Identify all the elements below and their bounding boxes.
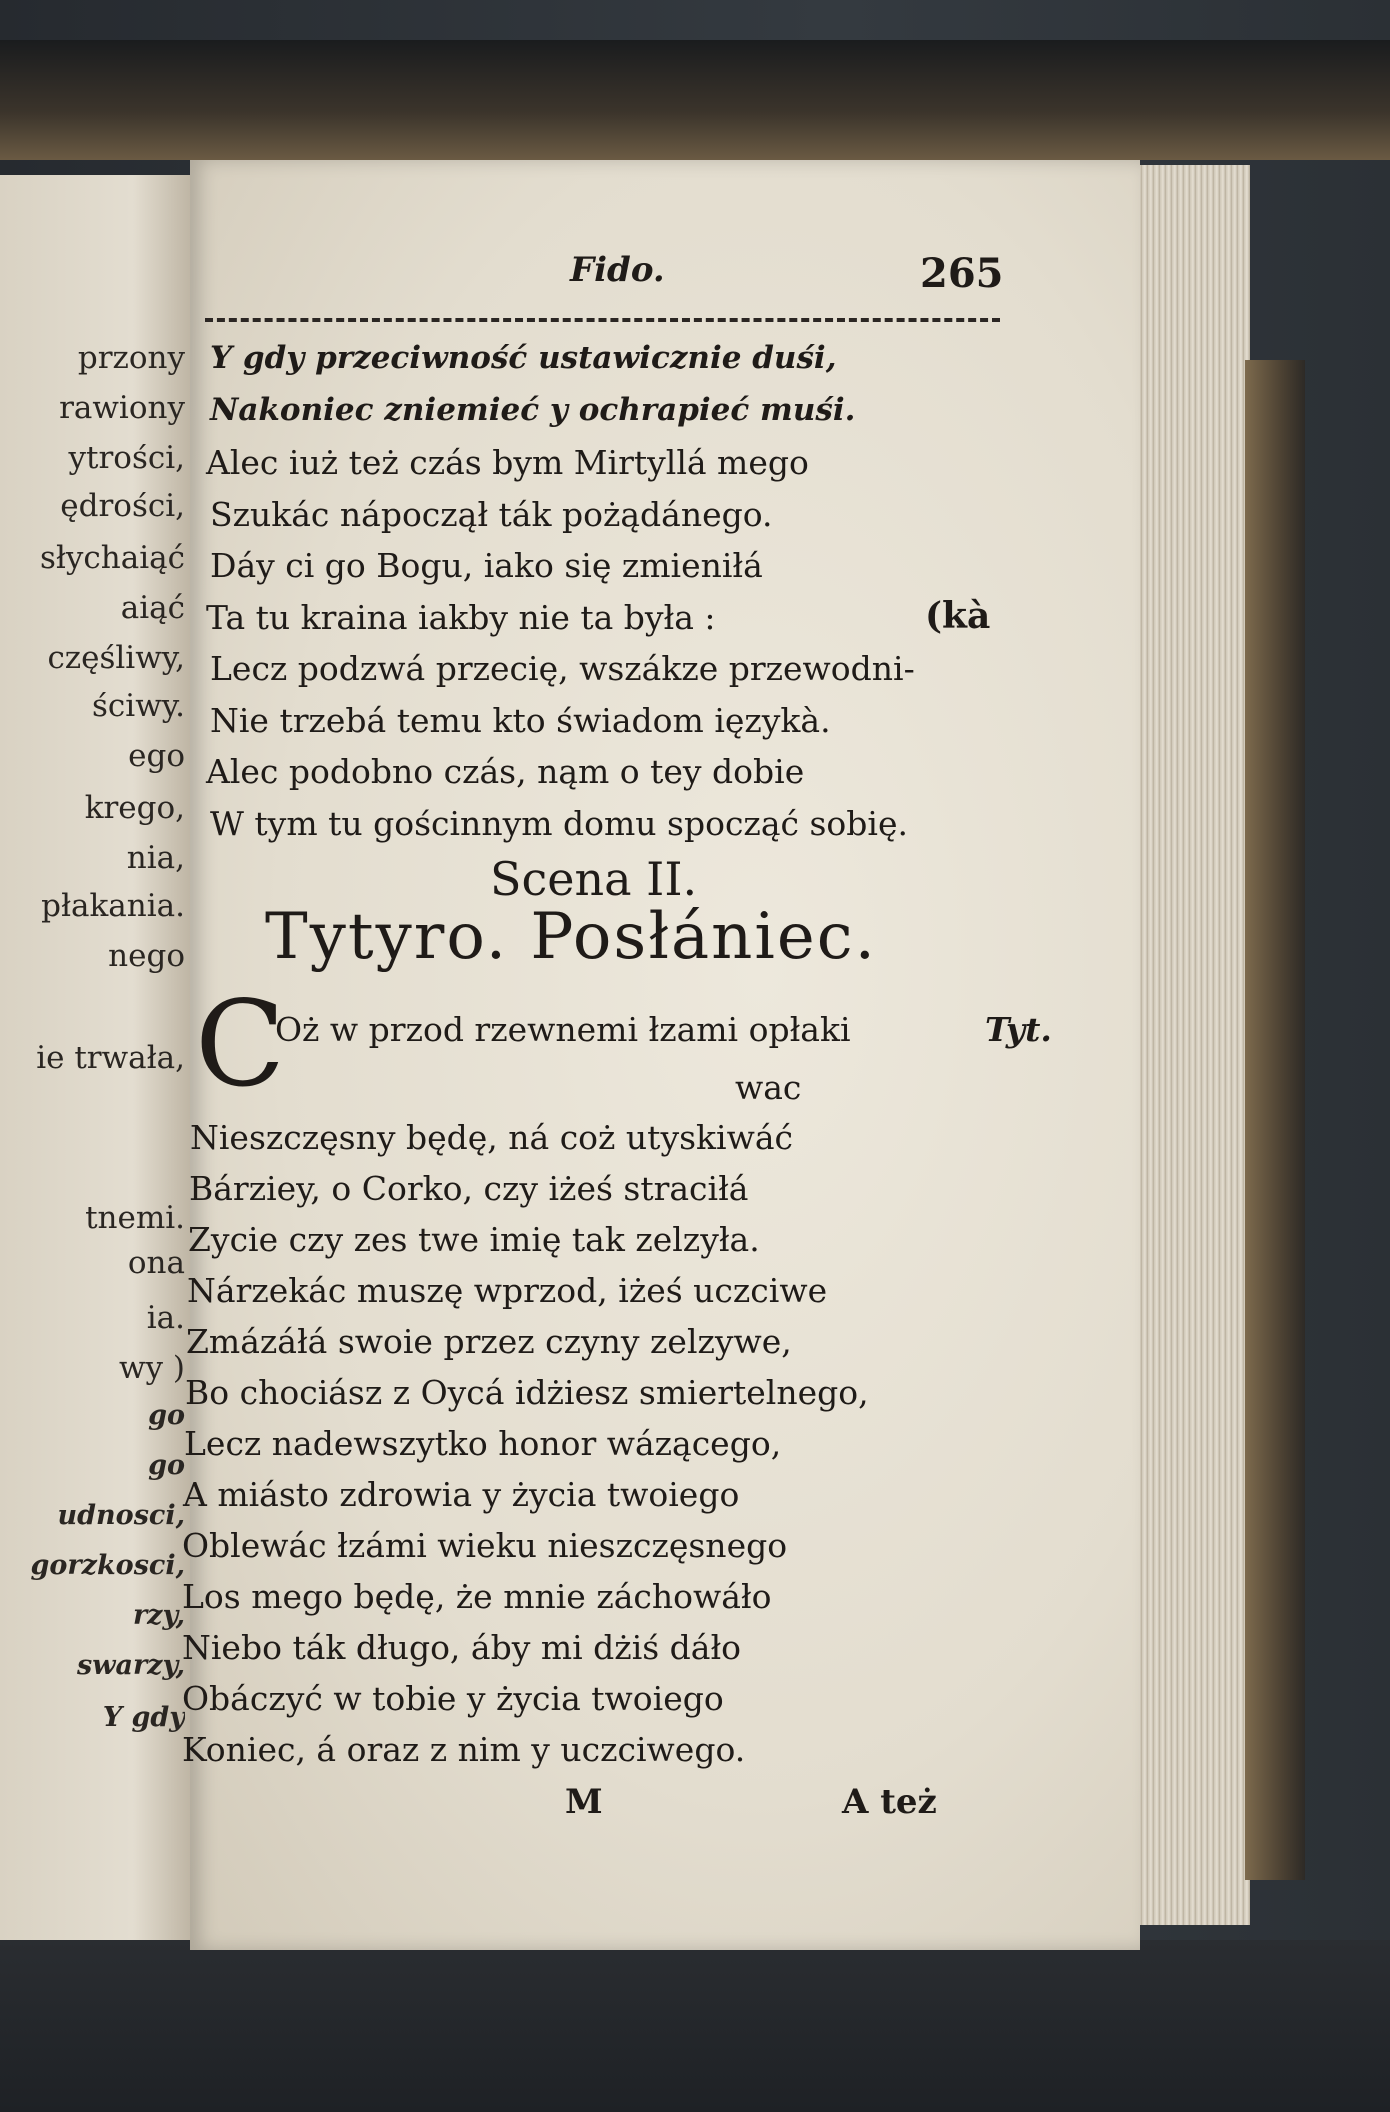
speech-first-line: Oż w przod rzewnemi łzami opłaki [275, 1010, 851, 1049]
scene-heading: Scena II. [490, 852, 698, 906]
speech-carry-word: wac [735, 1068, 802, 1107]
verse-line: Szukác nápoczął ták pożądánego. [210, 494, 773, 534]
left-page-fragment: tnemi. [85, 1200, 185, 1236]
left-page-fragment: go [148, 1400, 185, 1431]
header-rule [205, 318, 1000, 322]
characters-heading: Tytyro. Posłániec. [265, 900, 877, 974]
verse-line: Alec podobno czás, nąm o tey dobie [206, 752, 805, 791]
left-page-fragment: ie trwała, [36, 1040, 185, 1076]
running-title: Fido. [570, 250, 665, 290]
verse-line: W tym tu gościnnym domu spocząć sobię. [210, 803, 908, 843]
verse-line: Oblewác łzámi wieku nieszczęsnego [182, 1526, 788, 1565]
verse-line: Dáy ci go Bogu, iako się zmieniłá [210, 546, 763, 585]
left-page-fragment: ędrości, [60, 488, 185, 524]
carry-over-word: (kà [925, 595, 991, 637]
verse-line: Nakoniec zniemieć y ochrapieć muśi. [210, 391, 856, 428]
left-page-fragment: nego [108, 938, 185, 974]
left-page-fragment: go [148, 1450, 185, 1481]
left-page-fragment: ściwy. [92, 688, 185, 724]
left-page-fragment: krego, [84, 790, 185, 826]
left-page-fragment: częśliwy, [47, 640, 185, 676]
left-page-fragment: płakania. [41, 888, 185, 924]
verse-line: Los mego będę, że mnie záchowáło [182, 1577, 772, 1616]
verse-line: Ta tu kraina iakby nie ta była : [206, 597, 716, 637]
left-page-fragment: ytrości, [68, 440, 185, 476]
book-spine [0, 40, 1390, 160]
left-page-fragment: gorzkosci, [30, 1550, 185, 1581]
verse-line: Bárziey, o Corko, czy iżeś straciłá [189, 1169, 749, 1208]
verse-line: Koniec, á oraz z nim y uczciwego. [182, 1730, 746, 1769]
page-header [0, 250, 1390, 310]
verse-line: Lecz nadewszytko honor wázącego, [184, 1424, 782, 1463]
left-page-fragment: nia, [126, 840, 185, 876]
verse-line: Y gdy przeciwność ustawicznie duśi, [210, 340, 837, 376]
left-page-fragment: swarzy, [77, 1650, 185, 1681]
signature-mark: M [565, 1782, 603, 1822]
verse-line: Alec iuż też czás bym Mirtyllá mego [206, 443, 809, 482]
speaker-name: Tyt. [985, 1010, 1052, 1049]
left-page-fragment: wy ) [119, 1350, 185, 1386]
left-page-fragment: Y gdy [102, 1702, 185, 1733]
left-page-fragment: przony [77, 340, 185, 376]
drop-cap: C [195, 975, 286, 1113]
verse-line: Lecz podzwá przecię, wszákze przewodni- [210, 649, 915, 688]
left-page-fragment: rzy, [132, 1600, 185, 1631]
left-page-fragment: ia. [146, 1300, 185, 1336]
verse-line: Niebo ták długo, áby mi dżiś dáło [182, 1628, 742, 1667]
verse-line: Bo chociász z Oycá idżiesz smiertelnego, [185, 1373, 869, 1412]
left-page-fragment: ego [128, 738, 185, 774]
book-cover-edge [1245, 360, 1305, 1880]
bottom-background [0, 1940, 1390, 2112]
verse-line: Obáczyć w tobie y życia twoiego [182, 1679, 724, 1718]
catchword: A też [842, 1782, 937, 1822]
verse-line: Nieszczęsny będę, ná coż utyskiwáć [190, 1118, 793, 1157]
left-page-fragment: udnosci, [57, 1500, 185, 1531]
left-page-fragment: słychaiąć [39, 540, 185, 576]
left-page-fragment: ona [127, 1245, 185, 1281]
verse-line: A miásto zdrowia y życia twoiego [183, 1475, 740, 1514]
verse-line: Nárzekác muszę wprzod, iżeś uczciwe [187, 1271, 828, 1310]
verse-line: Zmázáłá swoie przez czyny zelzywe, [186, 1322, 792, 1361]
verse-line: Nie trzebá temu kto świadom ięzykà. [210, 700, 831, 740]
page-number: 265 [920, 250, 1004, 297]
left-page-fragment: aiąć [120, 590, 185, 626]
page-edges [1130, 165, 1250, 1925]
left-page-fragment: rawiony [59, 390, 185, 426]
verse-line: Zycie czy zes twe imię tak zelzyła. [188, 1220, 760, 1259]
